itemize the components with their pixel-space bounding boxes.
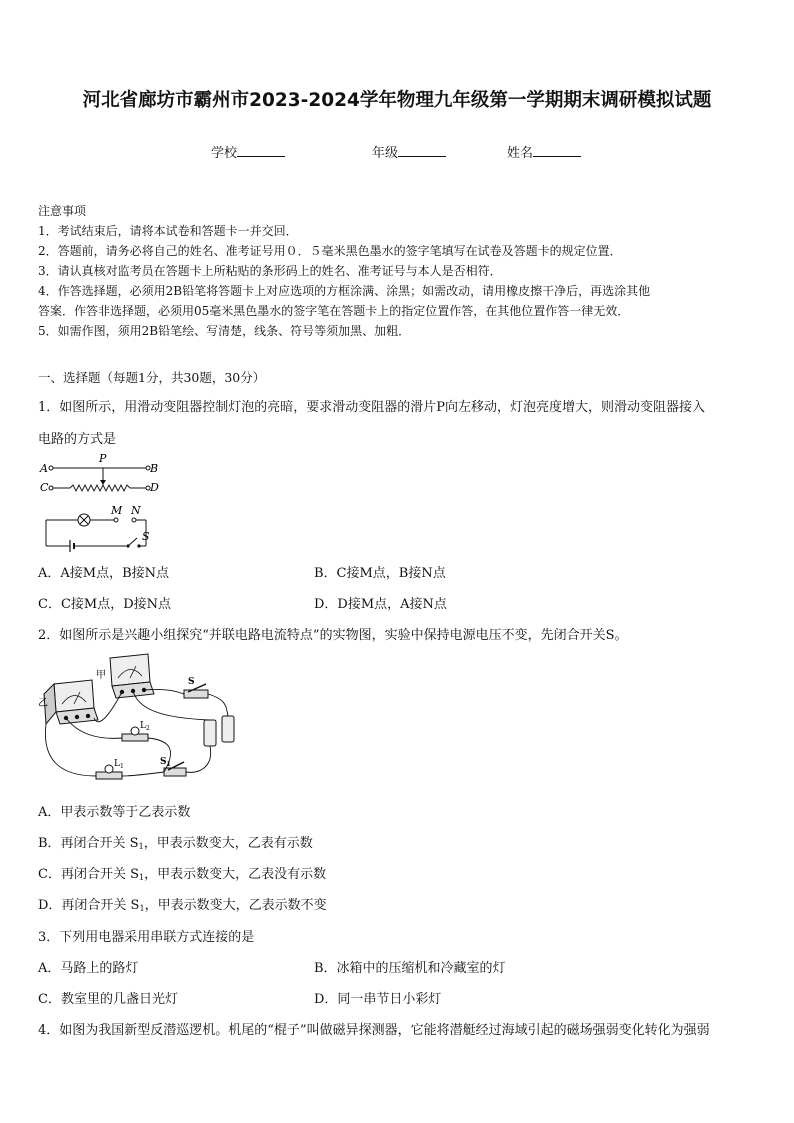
q2-option-b[interactable]: B．再闭合开关 $S_1$，甲表示数变大，乙表有示数: [38, 836, 313, 851]
label-jia: 甲: [96, 670, 106, 681]
terminal-c: [49, 486, 53, 490]
section-heading: 一、选择题（每题1分，共30题，30分）: [38, 370, 266, 385]
grade-blank[interactable]: [398, 144, 446, 157]
label-l1: $L_1$: [114, 759, 124, 770]
label-c: C: [40, 481, 49, 494]
school-blank[interactable]: [237, 144, 285, 157]
q3-option-d[interactable]: D．同一串节日小彩灯: [314, 992, 442, 1007]
label-s: S: [188, 677, 195, 687]
q3-option-a[interactable]: A．马路上的路灯: [38, 961, 139, 976]
label-b: B: [150, 462, 159, 475]
q1-rheostat-circuit-figure: [38, 452, 168, 554]
label-s: S: [142, 530, 150, 543]
label-n: N: [131, 504, 141, 517]
q1-option-c[interactable]: C．C接M点，D接N点: [38, 597, 172, 612]
notice-item: 2．答题前，请务必将自己的姓名、准考证号用０．５毫米黑色墨水的签字笔填写在试卷及答题卡的规定位置．: [38, 244, 622, 258]
page-title: 河北省廊坊市霸州市2023-2024学年物理九年级第一学期期末调研模拟试题: [82, 90, 712, 111]
q4-stem: 4．如图为我国新型反潜巡逻机。机尾的“棍子”叫做磁异探测器，它能将潜艇经过海域引起的磁场强弱变化转化为强弱: [38, 1023, 710, 1038]
notice-item: 4．作答选择题，必须用2B铅笔将答题卡上对应选项的方框涂满、涂黑；如需改动，请用橡皮擦干净后，再选涂其他: [38, 284, 651, 298]
label-d: D: [150, 481, 159, 494]
battery-pack: [204, 716, 234, 746]
q3-stem: 3．下列用电器采用串联方式连接的是: [38, 930, 255, 945]
q2-option-d[interactable]: D．再闭合开关 $S_1$，甲表示数变大，乙表示数不变: [38, 898, 327, 913]
label-m: M: [111, 504, 123, 517]
q1-option-d[interactable]: D．D接M点，A接N点: [314, 597, 447, 612]
q3-option-b[interactable]: B．冰箱中的压缩机和冷藏室的灯: [314, 961, 506, 976]
ammeter-yi: [44, 680, 98, 724]
notice-item: 答案．作答非选择题，必须用05毫米黑色墨水的签字笔在答题卡上的指定位置作答，在其他位置作答一律无效．: [38, 304, 630, 318]
label-s1: $S_1$: [160, 757, 171, 768]
q1-line2: 电路的方式是: [38, 432, 117, 447]
label-yi: 乙: [38, 698, 48, 709]
notice-item: 3．请认真核对监考员在答题卡上所粘贴的条形码上的姓名、准考证号与本人是否相符．: [38, 264, 502, 278]
terminal-a: [49, 466, 53, 470]
school-label: 学校: [211, 146, 238, 161]
q3-option-c[interactable]: C．教室里的几盏日光灯: [38, 992, 178, 1007]
name-blank[interactable]: [533, 144, 581, 157]
q2-parallel-circuit-figure: [38, 648, 248, 786]
name-field[interactable]: [507, 142, 581, 161]
grade-field[interactable]: [372, 142, 446, 161]
q2-option-c[interactable]: C．再闭合开关 $S_1$，甲表示数变大，乙表没有示数: [38, 867, 327, 882]
notice-block: [38, 201, 650, 341]
grade-label: 年级: [372, 146, 399, 161]
q1-option-b[interactable]: B．C接M点，B接N点: [314, 566, 446, 581]
school-field[interactable]: [211, 142, 285, 161]
notice-heading: 注意事项: [38, 204, 87, 218]
switch-s-icon: [128, 538, 137, 546]
notice-item: 5．如需作图，须用2B铅笔绘、写清楚，线条、符号等须加黑、加粗．: [38, 324, 411, 338]
q1-line1: 1．如图所示，用滑动变阻器控制灯泡的亮暗，要求滑动变阻器的滑片P向左移动，灯泡亮度增大，则滑动变阻器接入: [38, 400, 706, 415]
q2-option-a[interactable]: A．甲表示数等于乙表示数: [38, 805, 191, 820]
label-a: A: [40, 462, 48, 475]
q1-option-a[interactable]: A．A接M点，B接N点: [38, 566, 170, 581]
q2-stem: 2．如图所示是兴趣小组探究“并联电路电流特点”的实物图，实验中保持电源电压不变，先闭合开关S。: [38, 628, 628, 643]
point-m: [114, 518, 118, 522]
label-p: P: [99, 452, 107, 465]
label-l2: $L_2$: [140, 721, 150, 732]
ammeter-jia: [110, 654, 154, 698]
notice-item: 1．考试结束后，请将本试卷和答题卡一并交回．: [38, 224, 298, 238]
resistance-coil: [53, 485, 146, 491]
slider-arrow-icon: [100, 480, 106, 485]
name-label: 姓名: [507, 146, 534, 161]
point-n: [132, 518, 136, 522]
